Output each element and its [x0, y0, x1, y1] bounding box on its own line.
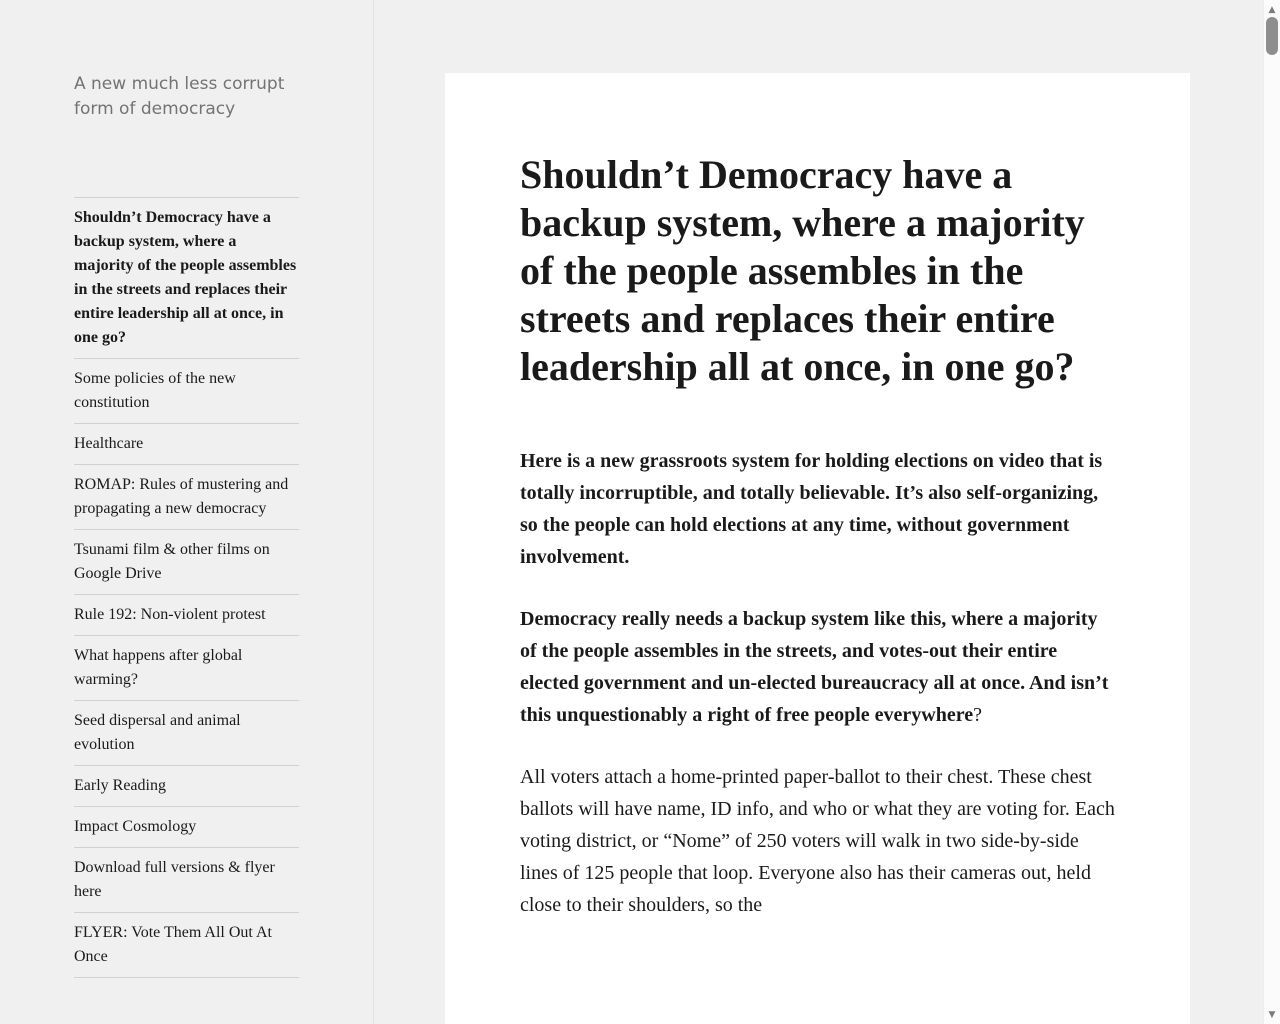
sidebar-menu-item-label: Early Reading	[74, 777, 166, 794]
scroll-up-icon: ▲	[1268, 4, 1276, 15]
article-paragraph	[520, 445, 1115, 573]
sidebar-menu-item[interactable]	[74, 359, 299, 424]
main-area	[375, 0, 1263, 1024]
sidebar-menu-item[interactable]	[74, 198, 299, 359]
sidebar-menu-item[interactable]	[74, 807, 299, 848]
paragraph-text: All voters attach a home-printed paper-ballot to their chest. These chest ballots will have name, ID info, and who or what they are voting for. Each voting district, or “Nome” of 250 voters will walk in two side-by-side lines of 125 people that loop. Everyone also has their cameras out, held close to their shoulders, so the	[520, 766, 1115, 916]
article-content	[520, 445, 1115, 921]
site-title[interactable]: A new much less corrupt form of democracy	[74, 74, 285, 119]
sidebar-menu-item-label: What happens after global warming?	[74, 647, 243, 688]
sidebar-menu-item[interactable]	[74, 766, 299, 807]
sidebar-menu-item-label: Tsunami film & other films on Google Drive	[74, 541, 270, 582]
sidebar-menu-item[interactable]	[74, 701, 299, 766]
sidebar-menu-item[interactable]	[74, 848, 299, 913]
sidebar-menu-list	[74, 197, 299, 978]
sidebar-menu-item-label: ROMAP: Rules of mustering and propagating a new democracy	[74, 476, 289, 517]
paragraph-text: Democracy really needs a backup system like this, where a majority of the people assembles in the streets, and votes-out their entire elected government and un-elected bureaucracy all at once. And isn’t this unquestionably a right of free people everywhere	[520, 608, 1109, 726]
sidebar	[0, 0, 374, 1024]
scroll-down-button[interactable]	[1264, 1006, 1280, 1023]
scroll-up-button[interactable]	[1264, 1, 1280, 18]
article-card	[445, 73, 1190, 1024]
sidebar-menu-item-label: Download full versions & flyer here	[74, 859, 275, 900]
sidebar-menu-item[interactable]	[74, 530, 299, 595]
article-title: Shouldn’t Democracy have a backup system, where a majority of the people assembles in the streets and replaces their entire leadership all at once, in one go?	[520, 152, 1085, 389]
sidebar-menu-item[interactable]	[74, 424, 299, 465]
sidebar-menu-item[interactable]	[74, 913, 299, 978]
paragraph-suffix: ?	[973, 704, 983, 726]
article-paragraph	[520, 761, 1115, 921]
sidebar-menu-item-label: FLYER: Vote Them All Out At Once	[74, 924, 272, 965]
sidebar-menu-item[interactable]	[74, 636, 299, 701]
article-paragraph	[520, 603, 1115, 731]
sidebar-menu-item-label: Impact Cosmology	[74, 818, 197, 835]
sidebar-menu-item-label: Seed dispersal and animal evolution	[74, 712, 241, 753]
paragraph-text: Here is a new grassroots system for holding elections on video that is totally incorruptible, and totally believable. It’s also self-organizing, so the people can hold elections at any time, without government involvement.	[520, 450, 1103, 568]
sidebar-menu-item[interactable]	[74, 595, 299, 636]
scrollbar[interactable]	[1263, 0, 1280, 1024]
scrollbar-thumb[interactable]	[1266, 17, 1278, 55]
sidebar-menu-item-label: Healthcare	[74, 435, 144, 452]
sidebar-menu-item-label: Shouldn’t Democracy have a backup system, where a majority of the people assembles in the streets and replaces their entire leadership all at once, in one go?	[74, 209, 297, 346]
sidebar-menu	[74, 197, 299, 978]
sidebar-menu-item[interactable]	[74, 465, 299, 530]
sidebar-menu-item-label: Some policies of the new constitution	[74, 370, 236, 411]
sidebar-menu-item-label: Rule 192: Non-violent protest	[74, 606, 266, 623]
scroll-down-icon: ▼	[1268, 1009, 1276, 1020]
